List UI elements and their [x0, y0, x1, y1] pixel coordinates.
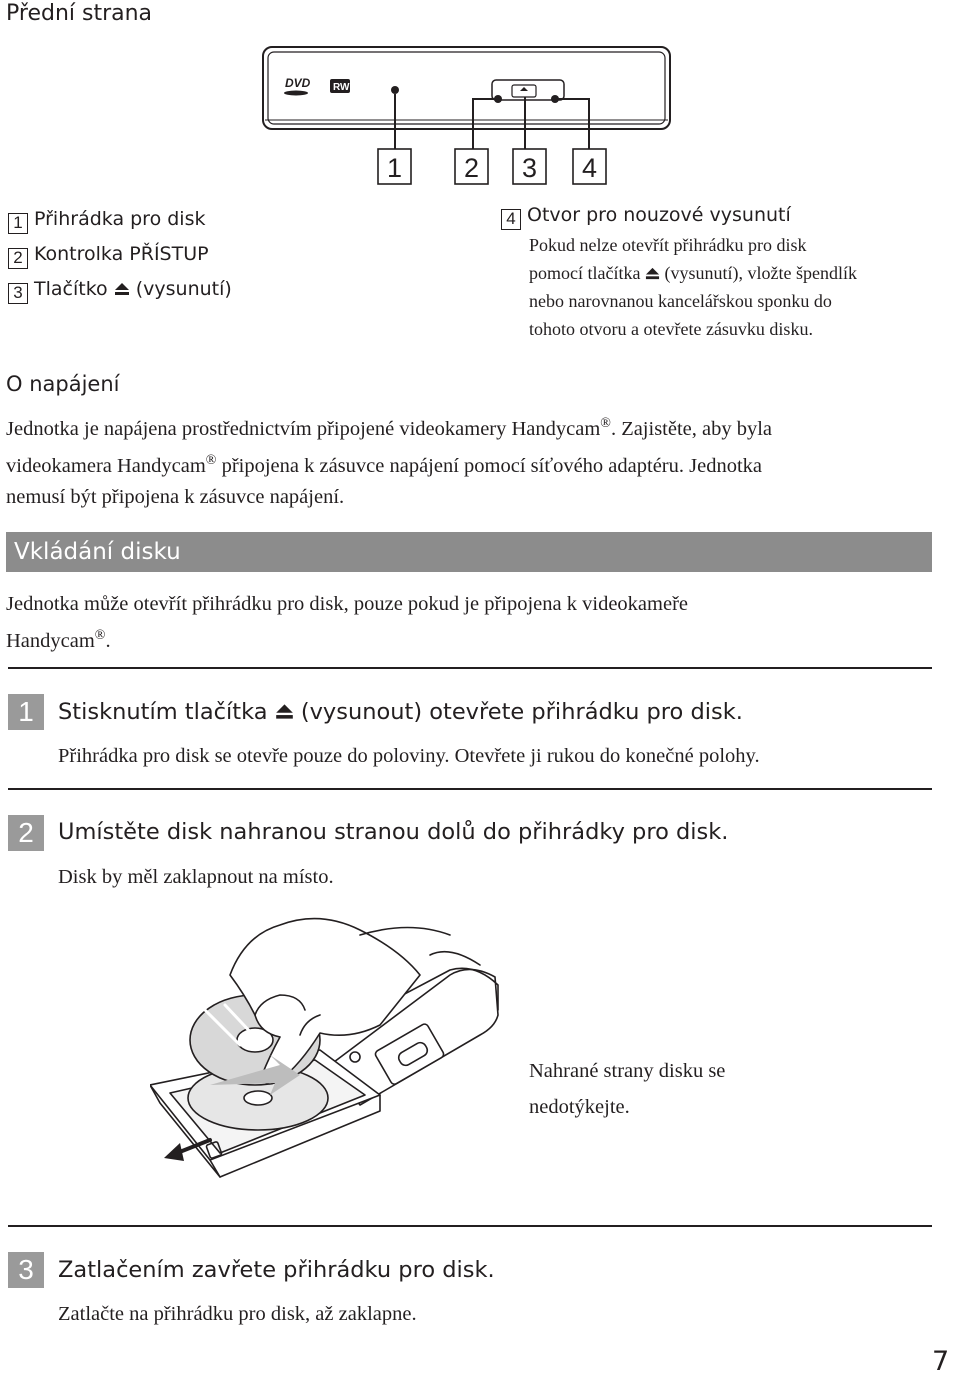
power-paragraph: Jednotka je napájena prostřednictvím připojené videokamery Handycam®. Zajistěte, aby byla videokamera Handycam® připojena k zásuvce napájení pomocí síťového adaptéru. Jednotka nemusí být připojena k zásuvce napájení.	[6, 416, 773, 508]
callout-2: 2	[463, 153, 480, 183]
part-label: (vysunutí)	[135, 278, 232, 300]
part-number: 3	[8, 283, 28, 304]
eject-icon	[645, 266, 660, 281]
part-label: Přihrádka pro disk	[34, 208, 206, 230]
callout-1: 1	[386, 153, 403, 183]
section-heading-front: Přední strana	[6, 1, 153, 26]
callout-3: 3	[521, 153, 538, 183]
part-item-4	[501, 202, 857, 343]
part-label: Tlačítko	[34, 278, 108, 300]
power-heading: O napájení	[6, 372, 120, 396]
part-label: Kontrolka PŘÍSTUP	[34, 243, 209, 265]
svg-text:RW: RW	[333, 82, 350, 93]
part-label: Otvor pro nouzové vysunutí	[527, 204, 791, 226]
part-item-3	[8, 272, 232, 307]
hand-disc-illustration	[150, 915, 510, 1205]
parts-list	[8, 202, 232, 307]
step-number-3: 3	[8, 1252, 44, 1288]
part-number: 2	[8, 248, 28, 269]
part-item-2	[8, 237, 232, 272]
rw-logo	[330, 79, 350, 93]
callout-4: 4	[581, 153, 598, 183]
eject-icon	[275, 702, 294, 721]
part-number: 1	[8, 213, 28, 234]
step-1-desc: Přihrádka pro disk se otevře pouze do poloviny. Otevřete ji rukou do konečné polohy.	[58, 745, 760, 767]
eject-icon	[114, 281, 130, 297]
part-item-1	[8, 202, 232, 237]
section-bar-loading: Vkládání disku	[6, 532, 932, 572]
drive-front-illustration	[255, 42, 680, 187]
page-number: 7	[932, 1346, 950, 1377]
step-2-desc: Disk by měl zaklapnout na místo.	[58, 866, 334, 888]
step-3-desc: Zatlačte na přihrádku pro disk, až zaklapne.	[58, 1303, 417, 1325]
divider	[8, 667, 932, 669]
step-1-title: Stisknutím tlačítka (vysunout) otevřete přihrádku pro disk.	[58, 699, 743, 725]
step-2-title: Umístěte disk nahranou stranou dolů do přihrádky pro disk.	[58, 819, 729, 845]
illustration-note: Nahrané strany disku se nedotýkejte.	[529, 1060, 726, 1118]
part-number: 4	[501, 209, 521, 230]
step-number-1: 1	[8, 694, 44, 730]
loading-intro: Jednotka může otevřít přihrádku pro disk, pouze pokud je připojena k videokameře Handycam®.	[6, 593, 688, 652]
divider	[8, 1225, 932, 1227]
step-3-title: Zatlačením zavřete přihrádku pro disk.	[58, 1257, 495, 1283]
dvd-logo	[284, 76, 311, 96]
divider	[8, 788, 932, 790]
part-description: Pokud nelze otevřít přihrádku pro disk pomocí tlačítka (vysunutí), vložte špendlík nebo narovnanou kancelářskou sponku do tohoto otvoru a otevřete zásuvku disku.	[529, 235, 857, 339]
step-number-2: 2	[8, 815, 44, 851]
svg-text:DVD: DVD	[285, 76, 311, 90]
